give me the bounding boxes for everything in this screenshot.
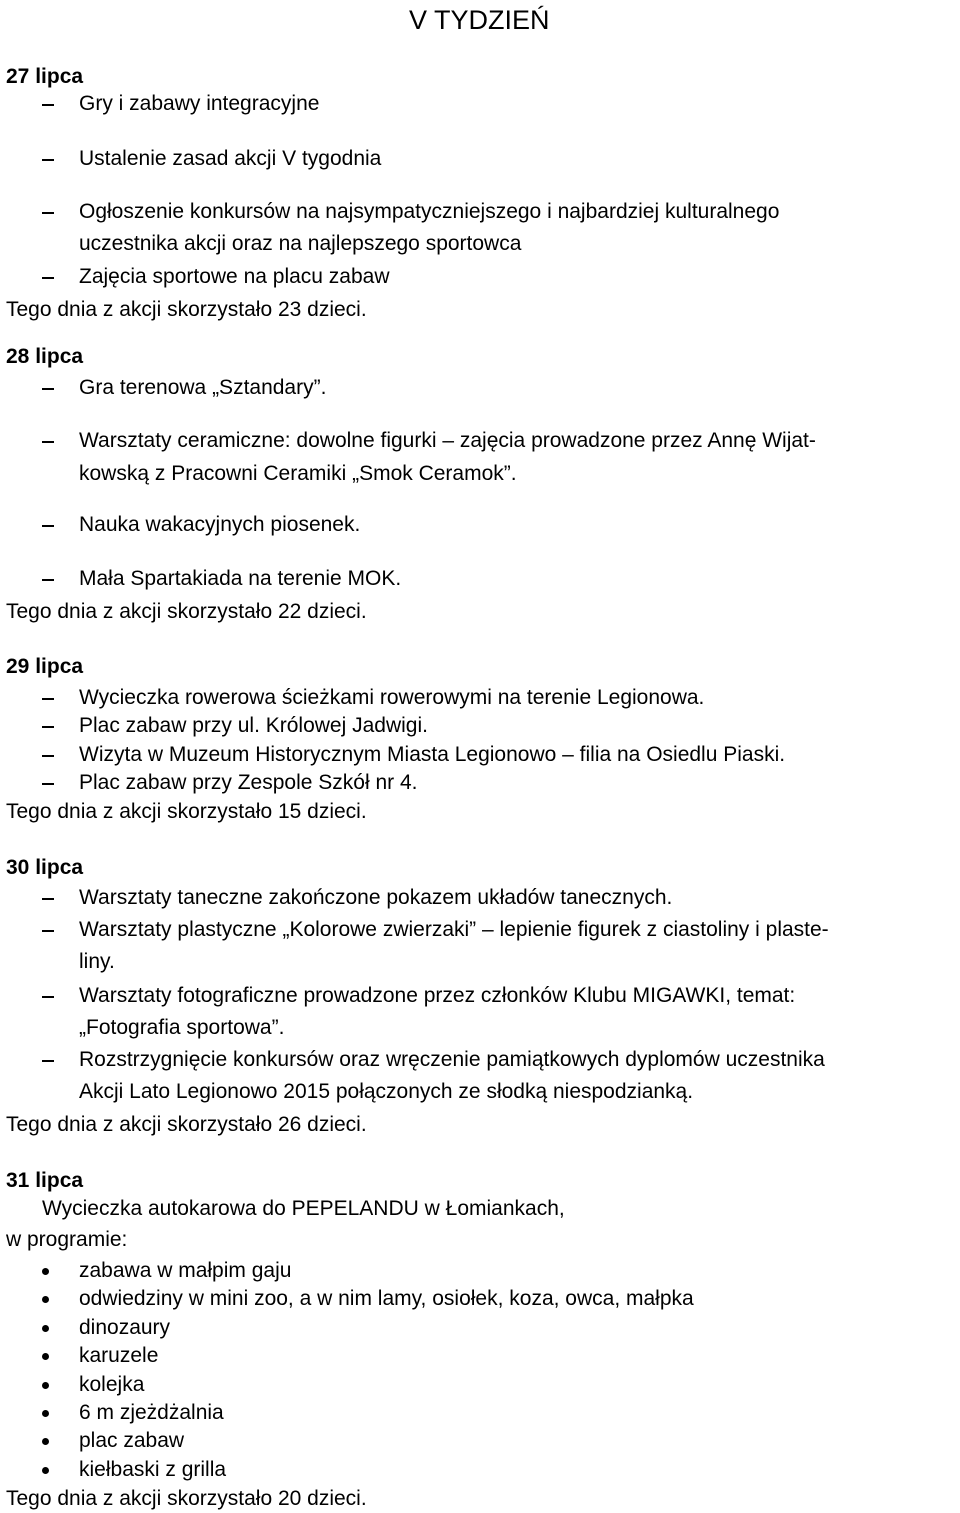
dash-bullet-icon [42, 996, 54, 998]
round-bullet-icon [42, 1467, 49, 1474]
dash-bullet-icon [42, 726, 54, 728]
round-bullet-icon [42, 1268, 49, 1275]
activity-item-line: Ogłoszenie konkursów na najsympatyczniejszego i najbardziej kulturalnego [79, 200, 780, 223]
day-summary: Tego dnia z akcji skorzystało 22 dzieci. [6, 600, 367, 623]
activity-item-line: liny. [79, 950, 115, 973]
activity-item-line: Ustalenie zasad akcji V tygodnia [79, 147, 382, 170]
activity-item-line: Nauka wakacyjnych piosenek. [79, 513, 361, 536]
dash-bullet-icon [42, 441, 54, 443]
program-item: zabawa w małpim gaju [79, 1259, 292, 1282]
dash-bullet-icon [42, 388, 54, 390]
activity-item-line: Warsztaty plastyczne „Kolorowe zwierzaki” – lepienie figurek z ciastoliny i plaste- [79, 918, 829, 941]
activity-item-line: Wizyta w Muzeum Historycznym Miasta Legionowo – filia na Osiedlu Piaski. [79, 743, 786, 766]
activity-item-line: Gra terenowa „Sztandary”. [79, 376, 327, 399]
day-date: 31 lipca [6, 1169, 84, 1192]
program-item: plac zabaw [79, 1429, 185, 1452]
dash-bullet-icon [42, 104, 54, 106]
program-item: 6 m zjeżdżalnia [79, 1401, 224, 1424]
page-title: V TYDZIEŃ [409, 5, 550, 35]
activity-item-line: „Fotografia sportowa”. [79, 1016, 285, 1039]
day-summary: Tego dnia z akcji skorzystało 15 dzieci. [6, 800, 367, 823]
round-bullet-icon [42, 1410, 49, 1417]
day-summary: Tego dnia z akcji skorzystało 26 dzieci. [6, 1113, 367, 1136]
day-date: 30 lipca [6, 856, 84, 879]
activity-item-line: Plac zabaw przy Zespole Szkół nr 4. [79, 771, 418, 794]
dash-bullet-icon [42, 898, 54, 900]
round-bullet-icon [42, 1353, 49, 1360]
activity-item-line: Akcji Lato Legionowo 2015 połączonych ze słodką niespodzianką. [79, 1080, 694, 1103]
dash-bullet-icon [42, 159, 54, 161]
activity-item-line: Plac zabaw przy ul. Królowej Jadwigi. [79, 714, 428, 737]
program-item: dinozaury [79, 1316, 171, 1339]
day-summary: Tego dnia z akcji skorzystało 20 dzieci. [6, 1487, 367, 1510]
round-bullet-icon [42, 1382, 49, 1389]
activity-item-line: uczestnika akcji oraz na najlepszego sportowca [79, 232, 522, 255]
activity-item-line: Warsztaty taneczne zakończone pokazem układów tanecznych. [79, 886, 673, 909]
trip-intro-line: w programie: [6, 1228, 128, 1251]
dash-bullet-icon [42, 698, 54, 700]
program-item: karuzele [79, 1344, 159, 1367]
activity-item-line: Rozstrzygnięcie konkursów oraz wręczenie pamiątkowych dyplomów uczestnika [79, 1048, 825, 1071]
dash-bullet-icon [42, 930, 54, 932]
dash-bullet-icon [42, 755, 54, 757]
trip-intro-line: Wycieczka autokarowa do PEPELANDU w Łomiankach, [42, 1197, 565, 1220]
program-item: kolejka [79, 1373, 145, 1396]
round-bullet-icon [42, 1296, 49, 1303]
program-item: odwiedziny w mini zoo, a w nim lamy, osiołek, koza, owca, małpka [79, 1287, 694, 1310]
dash-bullet-icon [42, 212, 54, 214]
activity-item-line: Warsztaty fotograficzne prowadzone przez członków Klubu MIGAWKI, temat: [79, 984, 796, 1007]
dash-bullet-icon [42, 783, 54, 785]
program-item: kiełbaski z grilla [79, 1458, 227, 1481]
dash-bullet-icon [42, 277, 54, 279]
dash-bullet-icon [42, 525, 54, 527]
day-date: 27 lipca [6, 65, 84, 88]
day-date: 29 lipca [6, 655, 84, 678]
activity-item-line: Zajęcia sportowe na placu zabaw [79, 265, 390, 288]
round-bullet-icon [42, 1325, 49, 1332]
activity-item-line: Mała Spartakiada na terenie MOK. [79, 567, 402, 590]
activity-item-line: Gry i zabawy integracyjne [79, 92, 320, 115]
day-date: 28 lipca [6, 345, 84, 368]
activity-item-line: kowską z Pracowni Ceramiki „Smok Ceramok”. [79, 462, 517, 485]
dash-bullet-icon [42, 579, 54, 581]
dash-bullet-icon [42, 1060, 54, 1062]
day-summary: Tego dnia z akcji skorzystało 23 dzieci. [6, 298, 367, 321]
activity-item-line: Wycieczka rowerowa ścieżkami rowerowymi na terenie Legionowa. [79, 686, 705, 709]
round-bullet-icon [42, 1438, 49, 1445]
activity-item-line: Warsztaty ceramiczne: dowolne figurki – zajęcia prowadzone przez Annę Wijat- [79, 429, 816, 452]
